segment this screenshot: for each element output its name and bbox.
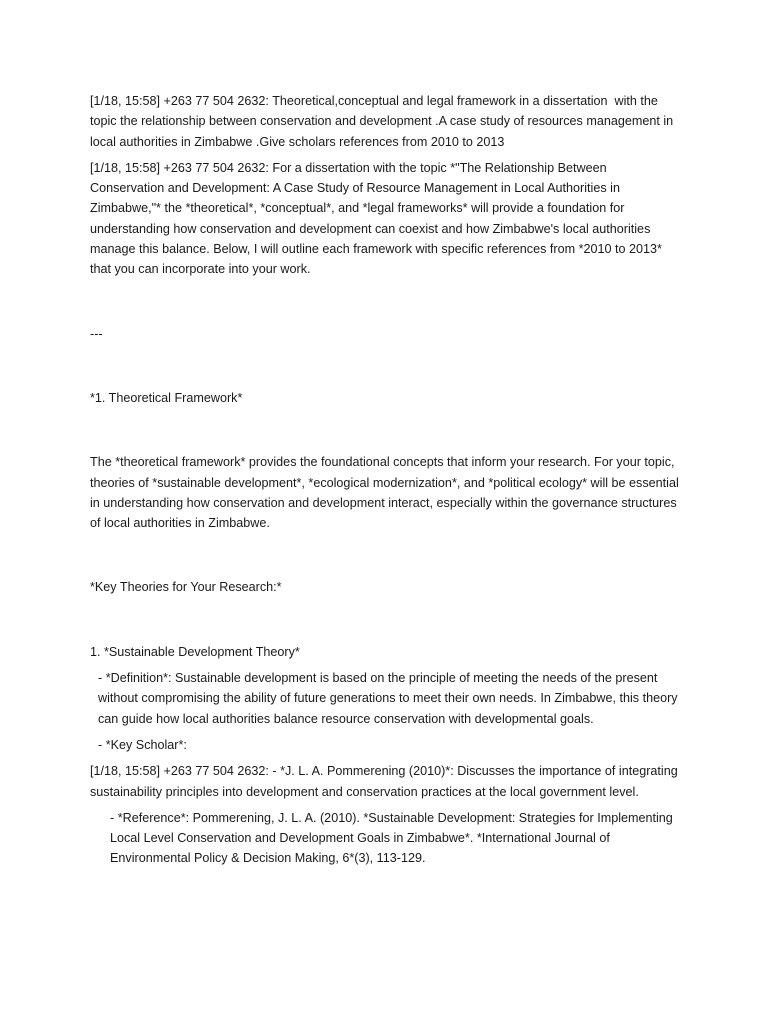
definition-paragraph: - *Definition*: Sustainable development is based on the principle of meeting the needs of the present without compromising the ability of future generations to meet their own needs. In Zimbabwe, this theory can guide how local authorities balance resource conservation with developmental goals. — [98, 671, 682, 726]
intro-paragraph: [1/18, 15:58] +263 77 504 2632: For a dissertation with the topic *"The Relationship Between Conservation and Development: A Case Study of Resource Management in Local Authorities in Zimbabwe,"* the *theoretical*, *conceptual*, and *legal frameworks* will provide a foundation for understanding how conservation and development can coexist and how Zimbabwe's local authorities manage this balance. Below, I will outline each framework with specific references from *2010 to 2013* that you can incorporate into your work. — [90, 160, 666, 277]
section-heading-theoretical: *1. Theoretical Framework* — [90, 390, 243, 405]
theoretical-framework-paragraph: The *theoretical framework* provides the foundational concepts that inform your research. For your topic, theories of *sustainable development*, *ecological modernization*, and *political ecology* will be essential in understanding how conservation and development interact, especially within the governance structures of local authorities in Zimbabwe. — [90, 455, 683, 531]
theory1-heading: 1. *Sustainable Development Theory* — [90, 644, 300, 659]
chat-request-paragraph: [1/18, 15:58] +263 77 504 2632: Theoretical,conceptual and legal framework in a dissertation with the topic the relationship between conservation and development .A case study of resources management in local authorities in Zimbabwe .Give scholars references from 2010 to 2013 — [90, 94, 677, 149]
key-theories-heading: *Key Theories for Your Research:* — [90, 580, 282, 595]
key-scholar-label: - *Key Scholar*: — [98, 737, 187, 752]
separator: --- — [90, 326, 103, 341]
reference-paragraph: - *Reference*: Pommerening, J. L. A. (2010). *Sustainable Development: Strategies for Implementing Local Level Conservation and Development Goals in Zimbabwe*. *International Journal of Environmental Policy & Decision Making, 6*(3), 113-129. — [110, 810, 677, 866]
scholar-paragraph: [1/18, 15:58] +263 77 504 2632: - *J. L. A. Pommerening (2010)*: Discusses the importance of integrating sustainability principles into development and conservation practices at the local government level. — [90, 764, 682, 799]
document-page — [90, 91, 682, 869]
